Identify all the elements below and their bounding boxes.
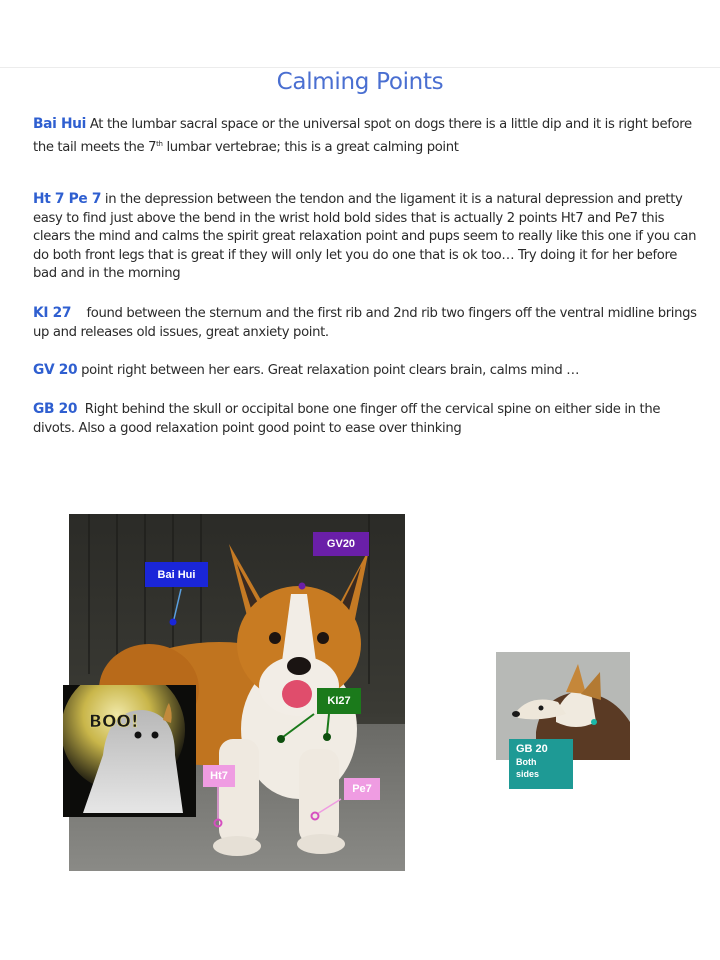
ghost-illustration <box>63 685 196 817</box>
point-paragraph-gv20 <box>33 361 703 381</box>
point-heading: KI 27 <box>33 305 72 321</box>
point-heading: GV 20 <box>33 362 78 378</box>
point-heading: Bai Hui <box>33 116 87 132</box>
point-description: Right behind the skull or occipital bone one finger off the cervical spine on either side in the divots. Also a good relaxation point good point to ease over thinking <box>33 402 664 436</box>
point-heading: GB 20 <box>33 401 78 417</box>
label-pe7: Pe7 <box>344 778 380 800</box>
top-divider <box>0 67 720 68</box>
label-bai-hui: Bai Hui <box>145 562 208 587</box>
point-paragraph-ht7-pe7 <box>33 190 703 284</box>
label-gb20-title: GB 20 <box>516 743 548 755</box>
boo-ghost-image <box>63 685 196 817</box>
point-paragraph-gb20 <box>33 400 703 438</box>
label-gb20-sides: sides <box>516 769 540 779</box>
point-description: point right between her ears. Great relaxation point clears brain, calms mind … <box>77 363 580 378</box>
label-gb20 <box>509 739 573 789</box>
point-description: found between the sternum and the first rib and 2nd rib two fingers off the ventral midline brings up and releases old issues, great anxiety point. <box>33 306 701 340</box>
label-gb20-both: Both <box>516 757 537 767</box>
boo-text: BOO! <box>89 712 139 732</box>
point-description: At the lumbar sacral space or the universal spot on dogs there is a little dip and it is right before the tail meets the 7 <box>33 117 692 155</box>
point-paragraph-baihui <box>33 115 703 157</box>
point-paragraph-ki27 <box>33 304 703 342</box>
page-title: Calming Points <box>276 69 444 95</box>
point-description: in the depression between the tendon and the ligament it is a natural depression and pretty easy to find just above the bend in the wrist hold bold sides that is actually 2 points Ht7 and Pe7 this clears the mind and calms the spirit great relaxation point and pups seem to really like this one if you can do both front legs that is great if they will only let you do one that is ok too… Try doing it for her before bad and in the morning <box>33 192 697 281</box>
label-gv20: GV20 <box>313 532 369 556</box>
superscript: th <box>156 139 163 148</box>
label-ht7: Ht7 <box>203 765 235 787</box>
point-heading: Ht 7 Pe 7 <box>33 191 102 207</box>
label-ki27: KI27 <box>317 688 361 714</box>
point-description-end: lumbar vertebrae; this is a great calming point <box>162 139 459 155</box>
